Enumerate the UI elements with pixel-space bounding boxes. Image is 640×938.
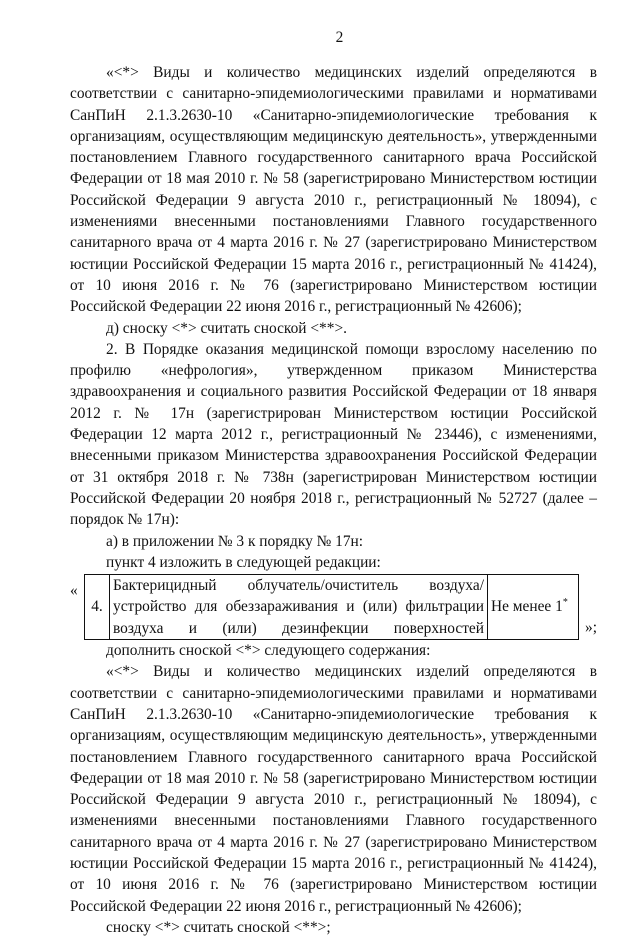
footnote-paragraph-2: «<*> Виды и количество медицинских изделий определяются в соответствии с санитарно-эпидемиологическими правилами и нормативами СанПиН 2.1.3.2630-10 «Санитарно-эпидемиологические требования к организациям, осуществляющим медицинскую деятельность», утвержденными постановлением Главного государственного санитарного врача Российской Федерации от 18 мая 2010 г. № 58 (зарегистрировано Министерством юстиции Российской Федерации 9 августа 2010 г., регистрационный № 18094), с изменениями внесенными постановлениями Главного государственного санитарного врача от 4 марта 2016 г. № 27 (зарегистрировано Министерством юстиции Российской Федерации 15 марта 2016 г., регистрационный № 41424), от 10 июня 2016 г. № 76 (зарегистрировано Министерством юстиции Российской Федерации 22 июня 2016 г., регистрационный № 42606);	[70, 663, 597, 915]
table-open-quote: «	[70, 582, 78, 600]
item-name-cell: Бактерицидный облучатель/очиститель воздуха/устройство для обеззараживания и (или) фильтрации воздуха и (или) дезинфекции поверхностей	[110, 575, 488, 640]
table-close-quote: »;	[585, 618, 597, 636]
section-2-paragraph: 2. В Порядке оказания медицинской помощи взрослому населению по профилю «нефрология», утвержденном приказом Министерства здравоохранения и социального развития Российской Федерации от 18 января 2012 г. № 17н (зарегистрирован Министерством юстиции Российской Федерации 12 марта 2012 г., регистрационный № 23446), с изменениями, внесенными приказом Министерства здравоохранения Российской Федерации от 31 октября 2018 г. № 738н (зарегистрирован Министерством юстиции Российской Федерации 20 ноября 2018 г., регистрационный № 52727 (далее – порядок № 17н):	[70, 340, 597, 529]
amendment-table	[84, 574, 579, 640]
footnote-renumber-d: д) сноску <*> считать сноской <**>.	[106, 319, 347, 337]
row-number: 4.	[85, 575, 110, 640]
amount-value: Не менее 1	[491, 598, 563, 616]
footnote-renumber-final: сноску <*> считать сноской <**>;	[106, 918, 331, 936]
amount-footnote-mark: *	[562, 597, 568, 609]
amount-cell	[488, 575, 579, 640]
subitem-a-paragraph: а) в приложении № 3 к порядку № 17н:	[106, 532, 364, 550]
add-footnote-paragraph: дополнить сноской <*> следующего содержания:	[106, 642, 431, 660]
footnote-paragraph-1: «<*> Виды и количество медицинских изделий определяются в соответствии с санитарно-эпидемиологическими правилами и нормативами СанПиН 2.1.3.2630-10 «Санитарно-эпидемиологические требования к организациям, осуществляющим медицинскую деятельность», утвержденными постановлением Главного государственного санитарного врача Российской Федерации от 18 мая 2010 г. № 58 (зарегистрировано Министерством юстиции Российской Федерации 9 августа 2010 г., регистрационный № 18094), с изменениями внесенными постановлениями Главного государственного санитарного врача от 4 марта 2016 г. № 27 (зарегистрировано Министерством юстиции Российской Федерации 15 марта 2016 г., регистрационный № 41424), от 10 июня 2016 г. № 76 (зарегистрировано Министерством юстиции Российской Федерации 22 июня 2016 г., регистрационный № 42606);	[70, 64, 597, 316]
amendment-table-block	[70, 574, 597, 640]
page-number: 2	[335, 29, 344, 46]
item-4-intro: пункт 4 изложить в следующей редакции:	[106, 553, 381, 571]
table-row	[85, 575, 579, 640]
